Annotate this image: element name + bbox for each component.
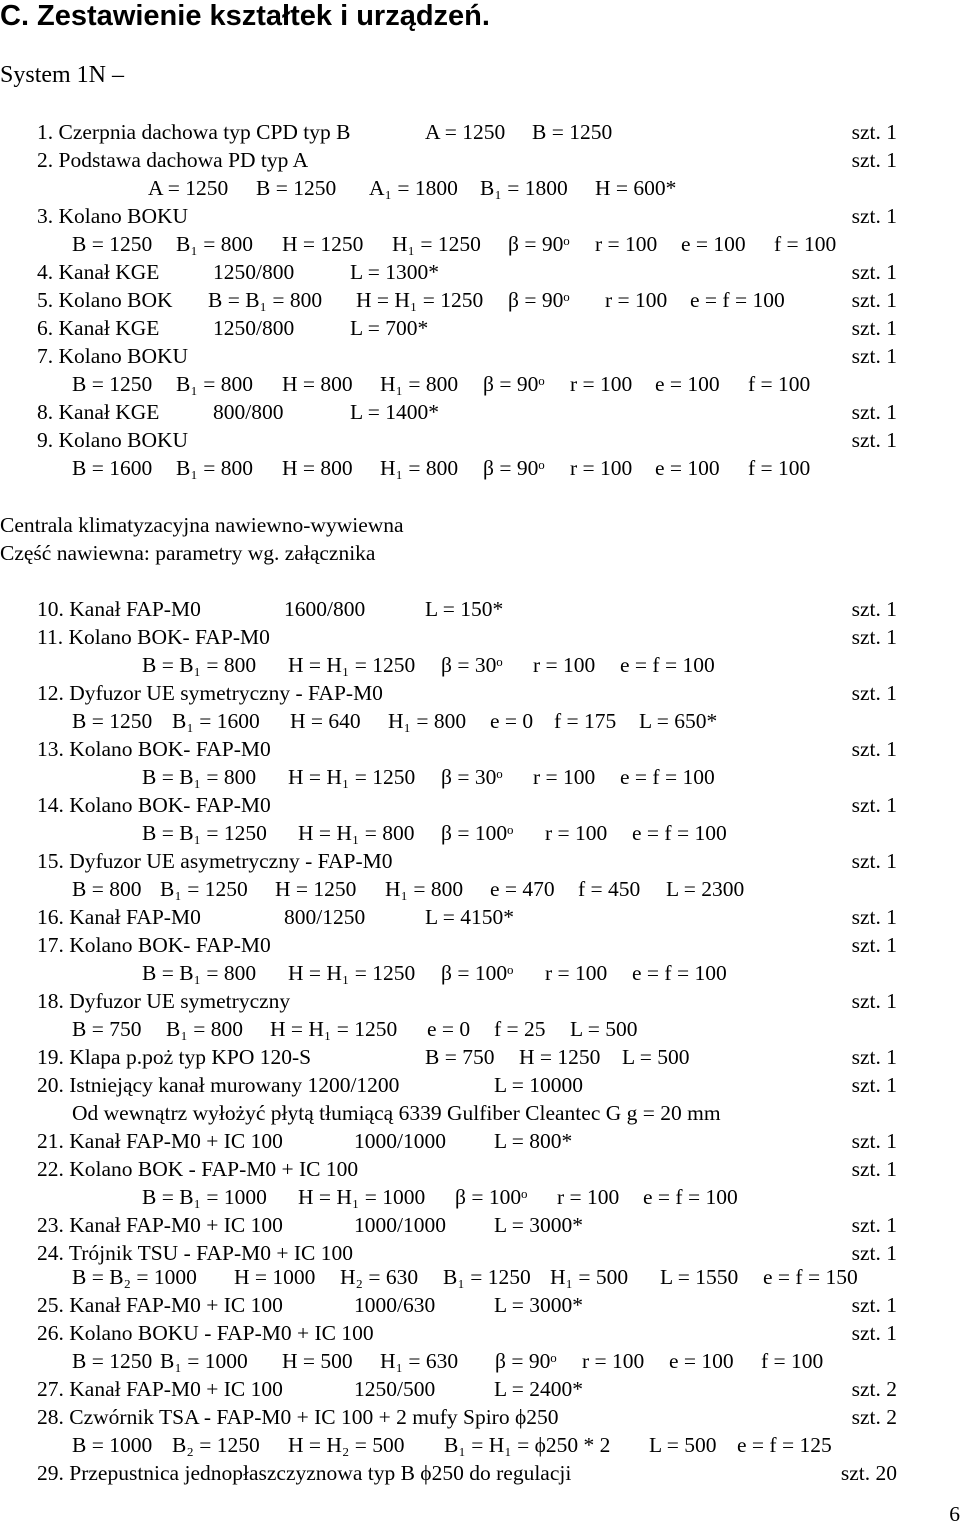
item-description: 11. Kolano BOK- FAP-M0 bbox=[37, 625, 270, 649]
item-parameter: H = H₁ = 1250 bbox=[288, 765, 416, 789]
item-parameter: L = 500 bbox=[570, 1017, 638, 1041]
item-parameter: B₁ = 800 bbox=[176, 372, 253, 396]
item-description: 2. Podstawa dachowa PD typ A bbox=[37, 148, 309, 172]
item-quantity: szt. 1 bbox=[851, 1321, 897, 1345]
list-item bbox=[0, 454, 960, 482]
item-parameter: e = 100 bbox=[655, 372, 720, 396]
item-quantity: szt. 1 bbox=[851, 681, 897, 705]
page-title: C. Zestawienie kształtek i urządzeń. bbox=[0, 0, 490, 32]
list-item bbox=[0, 847, 960, 875]
item-description: 23. Kanał FAP-M0 + IC 100 bbox=[37, 1213, 283, 1237]
item-description: 25. Kanał FAP-M0 + IC 100 bbox=[37, 1293, 283, 1317]
list-item bbox=[0, 791, 960, 819]
item-quantity: szt. 1 bbox=[851, 933, 897, 957]
item-parameter: r = 100 bbox=[533, 765, 596, 789]
item-description: 17. Kolano BOK- FAP-M0 bbox=[37, 933, 271, 957]
item-quantity: szt. 1 bbox=[851, 1073, 897, 1097]
item-parameter: B = 750 bbox=[425, 1045, 495, 1069]
item-parameter: f = 25 bbox=[494, 1017, 546, 1041]
item-quantity: szt. 1 bbox=[851, 120, 897, 144]
item-parameter: r = 100 bbox=[595, 232, 658, 256]
item-quantity: szt. 1 bbox=[851, 793, 897, 817]
item-parameter: L = 2300 bbox=[666, 877, 745, 901]
item-description: 14. Kolano BOK- FAP-M0 bbox=[37, 793, 271, 817]
item-parameter: f = 100 bbox=[761, 1349, 824, 1373]
item-parameter: r = 100 bbox=[557, 1185, 620, 1209]
item-parameter: e = f = 100 bbox=[620, 765, 715, 789]
item-description: B = B₁ = 800 bbox=[142, 653, 257, 677]
item-quantity: szt. 1 bbox=[851, 204, 897, 228]
item-description: 12. Dyfuzor UE symetryczny - FAP-M0 bbox=[37, 681, 383, 705]
item-parameter: r = 100 bbox=[570, 372, 633, 396]
item-parameter: H = 1250 bbox=[519, 1045, 601, 1069]
item-parameter: H = H₁ = 1250 bbox=[288, 653, 416, 677]
list-item bbox=[0, 1459, 960, 1487]
list-item bbox=[0, 1431, 960, 1459]
item-parameter: H = 1250 bbox=[275, 877, 357, 901]
list-item bbox=[0, 258, 960, 286]
item-quantity: szt. 1 bbox=[851, 344, 897, 368]
item-parameter: e = f = 100 bbox=[632, 961, 727, 985]
item-parameter: B = 1250 bbox=[532, 120, 613, 144]
item-parameter: β = 100ᵒ bbox=[441, 821, 514, 845]
list-item bbox=[0, 819, 960, 847]
item-parameter: r = 100 bbox=[545, 821, 608, 845]
list-item bbox=[0, 146, 960, 174]
item-parameter: f = 100 bbox=[748, 372, 811, 396]
item-parameter: β = 90ᵒ bbox=[508, 288, 570, 312]
item-parameter: H = H₁ = 1250 bbox=[270, 1017, 398, 1041]
item-parameter: B₂ = 1250 bbox=[172, 1433, 260, 1457]
item-description: 24. Trójnik TSU - FAP-M0 + IC 100 bbox=[37, 1241, 353, 1265]
item-quantity: szt. 1 bbox=[851, 1293, 897, 1317]
item-parameter: H₁ = 800 bbox=[380, 372, 459, 396]
item-description: B = 1250 bbox=[72, 232, 153, 256]
list-item bbox=[0, 623, 960, 651]
item-parameter: e = 100 bbox=[669, 1349, 734, 1373]
item-parameter: r = 100 bbox=[582, 1349, 645, 1373]
list-item bbox=[0, 202, 960, 230]
list-item bbox=[0, 959, 960, 987]
item-parameter: L = 800* bbox=[494, 1129, 573, 1153]
item-quantity: szt. 1 bbox=[851, 1157, 897, 1181]
item-quantity: szt. 2 bbox=[851, 1405, 897, 1429]
list-item bbox=[0, 651, 960, 679]
item-parameter: e = f = 100 bbox=[690, 288, 785, 312]
list-item bbox=[0, 1319, 960, 1347]
list-item bbox=[0, 1015, 960, 1043]
page-number: 6 bbox=[949, 1502, 960, 1526]
item-description: B = 750 bbox=[72, 1017, 142, 1041]
item-parameter: β = 100ᵒ bbox=[441, 961, 514, 985]
item-parameter: B₁ = 1600 bbox=[172, 709, 260, 733]
item-parameter: L = 500 bbox=[622, 1045, 690, 1069]
item-quantity: szt. 20 bbox=[840, 1461, 897, 1485]
item-description: B = 1250 bbox=[72, 372, 153, 396]
item-description: 16. Kanał FAP-M0 bbox=[37, 905, 201, 929]
item-parameter: f = 450 bbox=[578, 877, 641, 901]
item-parameter: H = H₂ = 500 bbox=[288, 1433, 405, 1457]
item-parameter: β = 90ᵒ bbox=[508, 232, 570, 256]
item-parameter: B = B₁ = 800 bbox=[208, 288, 323, 312]
item-parameter: e = 0 bbox=[490, 709, 534, 733]
list-item bbox=[0, 1127, 960, 1155]
item-description: B = B₁ = 800 bbox=[142, 765, 257, 789]
item-parameter: 1250/800 bbox=[213, 260, 295, 284]
item-description: 5. Kolano BOK bbox=[37, 288, 173, 312]
list-item bbox=[0, 1211, 960, 1239]
item-parameter: β = 30ᵒ bbox=[441, 653, 503, 677]
item-parameter: H₁ = 630 bbox=[380, 1349, 459, 1373]
list-item bbox=[0, 426, 960, 454]
item-parameter: L = 150* bbox=[425, 597, 504, 621]
item-parameter: f = 100 bbox=[748, 456, 811, 480]
item-quantity: szt. 1 bbox=[851, 148, 897, 172]
item-description: 6. Kanał KGE bbox=[37, 316, 160, 340]
item-quantity: szt. 1 bbox=[851, 1213, 897, 1237]
item-parameter: f = 100 bbox=[774, 232, 837, 256]
item-parameter: 1600/800 bbox=[284, 597, 366, 621]
item-description: 3. Kolano BOKU bbox=[37, 204, 189, 228]
list-item bbox=[0, 342, 960, 370]
item-parameter: B = 1250 bbox=[256, 176, 337, 200]
item-description: B = 1600 bbox=[72, 456, 153, 480]
list-item bbox=[0, 1291, 960, 1319]
item-parameter: β = 30ᵒ bbox=[441, 765, 503, 789]
item-description: A = 1250 bbox=[148, 176, 229, 200]
item-description: 19. Klapa p.poż typ KPO 120-S bbox=[37, 1045, 312, 1069]
item-parameter: H₁ = 800 bbox=[385, 877, 464, 901]
list-item bbox=[0, 1043, 960, 1071]
item-parameter: 1250/500 bbox=[354, 1377, 436, 1401]
item-parameter: H₁ = 500 bbox=[550, 1265, 629, 1289]
item-parameter: 1000/1000 bbox=[354, 1213, 446, 1237]
item-parameter: H₂ = 630 bbox=[340, 1265, 419, 1289]
item-description: 29. Przepustnica jednopłaszczyznowa typ B ϕ250 do regulacji bbox=[37, 1461, 572, 1485]
item-parameter: e = 470 bbox=[490, 877, 555, 901]
item-quantity: szt. 1 bbox=[851, 905, 897, 929]
list-item bbox=[0, 1099, 960, 1127]
item-parameter: L = 1550 bbox=[660, 1265, 739, 1289]
list-item bbox=[0, 174, 960, 202]
item-quantity: szt. 1 bbox=[851, 1129, 897, 1153]
list-item bbox=[0, 931, 960, 959]
item-description: B = 800 bbox=[72, 877, 142, 901]
item-parameter: B₁ = 1250 bbox=[160, 877, 248, 901]
item-parameter: β = 90ᵒ bbox=[483, 456, 545, 480]
item-parameter: H = H₁ = 1250 bbox=[356, 288, 484, 312]
list-item bbox=[0, 118, 960, 146]
item-quantity: szt. 1 bbox=[851, 849, 897, 873]
note-line-1: Centrala klimatyzacyjna nawiewno-wywiewna bbox=[0, 513, 404, 537]
list-item bbox=[0, 1375, 960, 1403]
item-description: B = B₁ = 1000 bbox=[142, 1185, 267, 1209]
list-item bbox=[0, 1183, 960, 1211]
item-parameter: L = 4150* bbox=[425, 905, 514, 929]
item-description: 13. Kolano BOK- FAP-M0 bbox=[37, 737, 271, 761]
item-description: 18. Dyfuzor UE symetryczny bbox=[37, 989, 291, 1013]
item-parameter: A = 1250 bbox=[425, 120, 506, 144]
list-item bbox=[0, 398, 960, 426]
item-description: B = 1250 bbox=[72, 1349, 153, 1373]
list-item bbox=[0, 595, 960, 623]
item-parameter: A₁ = 1800 bbox=[369, 176, 458, 200]
item-parameter: e = f = 100 bbox=[632, 821, 727, 845]
item-description: 10. Kanał FAP-M0 bbox=[37, 597, 201, 621]
item-parameter: L = 2400* bbox=[494, 1377, 583, 1401]
item-parameter: 800/800 bbox=[213, 400, 284, 424]
item-description: B = 1250 bbox=[72, 709, 153, 733]
item-parameter: r = 100 bbox=[545, 961, 608, 985]
item-parameter: L = 700* bbox=[350, 316, 429, 340]
item-parameter: 1000/1000 bbox=[354, 1129, 446, 1153]
item-parameter: e = f = 100 bbox=[620, 653, 715, 677]
list-item bbox=[0, 987, 960, 1015]
item-parameter: e = f = 100 bbox=[643, 1185, 738, 1209]
item-parameter: H = 1000 bbox=[234, 1265, 316, 1289]
item-description: 9. Kolano BOKU bbox=[37, 428, 189, 452]
item-parameter: e = 0 bbox=[427, 1017, 471, 1041]
item-parameter: e = f = 125 bbox=[737, 1433, 832, 1457]
item-parameter: β = 90ᵒ bbox=[483, 372, 545, 396]
item-parameter: β = 100ᵒ bbox=[455, 1185, 528, 1209]
item-parameter: B₁ = H₁ = ϕ250 * 2 bbox=[444, 1433, 611, 1457]
item-parameter: β = 90ᵒ bbox=[495, 1349, 557, 1373]
list-item bbox=[0, 679, 960, 707]
item-description: 20. Istniejący kanał murowany 1200/1200 bbox=[37, 1073, 400, 1097]
list-item bbox=[0, 763, 960, 791]
item-description: 21. Kanał FAP-M0 + IC 100 bbox=[37, 1129, 283, 1153]
item-parameter: L = 10000 bbox=[494, 1073, 583, 1097]
item-parameter: H = 800 bbox=[282, 372, 353, 396]
system-heading: System 1N – bbox=[0, 62, 125, 88]
list-item bbox=[0, 286, 960, 314]
item-parameter: B₁ = 800 bbox=[166, 1017, 243, 1041]
item-parameter: 800/1250 bbox=[284, 905, 366, 929]
item-quantity: szt. 1 bbox=[851, 597, 897, 621]
item-quantity: szt. 1 bbox=[851, 260, 897, 284]
item-description: 22. Kolano BOK - FAP-M0 + IC 100 bbox=[37, 1157, 359, 1181]
item-parameter: f = 175 bbox=[554, 709, 617, 733]
item-parameter: L = 1300* bbox=[350, 260, 439, 284]
item-quantity: szt. 1 bbox=[851, 428, 897, 452]
item-parameter: r = 100 bbox=[570, 456, 633, 480]
list-item bbox=[0, 1155, 960, 1183]
list-item bbox=[0, 1071, 960, 1099]
item-parameter: L = 500 bbox=[649, 1433, 717, 1457]
list-item bbox=[0, 735, 960, 763]
item-description: 7. Kolano BOKU bbox=[37, 344, 189, 368]
item-parameter: H = 500 bbox=[282, 1349, 353, 1373]
item-parameter: H = H₁ = 800 bbox=[298, 821, 415, 845]
item-description: 26. Kolano BOKU - FAP-M0 + IC 100 bbox=[37, 1321, 374, 1345]
note-line-2: Część nawiewna: parametry wg. załącznika bbox=[0, 541, 376, 565]
item-parameter: H = 800 bbox=[282, 456, 353, 480]
item-quantity: szt. 1 bbox=[851, 400, 897, 424]
list-item bbox=[0, 1347, 960, 1375]
item-quantity: szt. 1 bbox=[851, 989, 897, 1013]
item-parameter: H = 1250 bbox=[282, 232, 364, 256]
item-parameter: B₁ = 1250 bbox=[443, 1265, 531, 1289]
item-quantity: szt. 1 bbox=[851, 1045, 897, 1069]
item-description: 28. Czwórnik TSA - FAP-M0 + IC 100 + 2 mufy Spiro ϕ250 bbox=[37, 1405, 559, 1429]
list-item bbox=[0, 875, 960, 903]
item-parameter: H = 640 bbox=[290, 709, 361, 733]
item-quantity: szt. 1 bbox=[851, 737, 897, 761]
item-parameter: L = 650* bbox=[639, 709, 718, 733]
item-parameter: L = 3000* bbox=[494, 1213, 583, 1237]
item-parameter: H₁ = 800 bbox=[380, 456, 459, 480]
item-description: Od wewnątrz wyłożyć płytą tłumiącą 6339 Gulfiber Cleantec G g = 20 mm bbox=[72, 1101, 721, 1125]
item-quantity: szt. 1 bbox=[851, 288, 897, 312]
list-item bbox=[0, 370, 960, 398]
item-parameter: B₁ = 800 bbox=[176, 232, 253, 256]
item-parameter: r = 100 bbox=[605, 288, 668, 312]
item-quantity: szt. 2 bbox=[851, 1377, 897, 1401]
item-quantity: szt. 1 bbox=[851, 625, 897, 649]
list-item bbox=[0, 1263, 960, 1291]
item-parameter: e = 100 bbox=[655, 456, 720, 480]
item-parameter: B₁ = 1800 bbox=[480, 176, 568, 200]
item-parameter: H = H₁ = 1000 bbox=[298, 1185, 426, 1209]
item-quantity: szt. 1 bbox=[851, 316, 897, 340]
item-parameter: H = 600* bbox=[595, 176, 677, 200]
item-quantity: szt. 1 bbox=[851, 1241, 897, 1265]
item-parameter: B₁ = 1000 bbox=[160, 1349, 248, 1373]
list-item bbox=[0, 903, 960, 931]
item-parameter: H₁ = 800 bbox=[388, 709, 467, 733]
item-description: B = B₁ = 1250 bbox=[142, 821, 267, 845]
item-parameter: 1000/630 bbox=[354, 1293, 436, 1317]
item-parameter: L = 1400* bbox=[350, 400, 439, 424]
list-item bbox=[0, 1403, 960, 1431]
item-description: 27. Kanał FAP-M0 + IC 100 bbox=[37, 1377, 283, 1401]
item-description: 15. Dyfuzor UE asymetryczny - FAP-M0 bbox=[37, 849, 393, 873]
item-parameter: e = 100 bbox=[681, 232, 746, 256]
item-parameter: e = f = 150 bbox=[763, 1265, 858, 1289]
item-parameter: L = 3000* bbox=[494, 1293, 583, 1317]
item-description: 8. Kanał KGE bbox=[37, 400, 160, 424]
item-description: B = B₁ = 800 bbox=[142, 961, 257, 985]
list-item bbox=[0, 230, 960, 258]
item-parameter: B₁ = 800 bbox=[176, 456, 253, 480]
item-description: B = B₂ = 1000 bbox=[72, 1265, 197, 1289]
item-parameter: H = H₁ = 1250 bbox=[288, 961, 416, 985]
list-item bbox=[0, 707, 960, 735]
item-parameter: H₁ = 1250 bbox=[392, 232, 481, 256]
item-parameter: r = 100 bbox=[533, 653, 596, 677]
item-description: B = 1000 bbox=[72, 1433, 153, 1457]
item-parameter: 1250/800 bbox=[213, 316, 295, 340]
item-description: 1. Czerpnia dachowa typ CPD typ B bbox=[37, 120, 351, 144]
item-description: 4. Kanał KGE bbox=[37, 260, 160, 284]
list-item bbox=[0, 314, 960, 342]
